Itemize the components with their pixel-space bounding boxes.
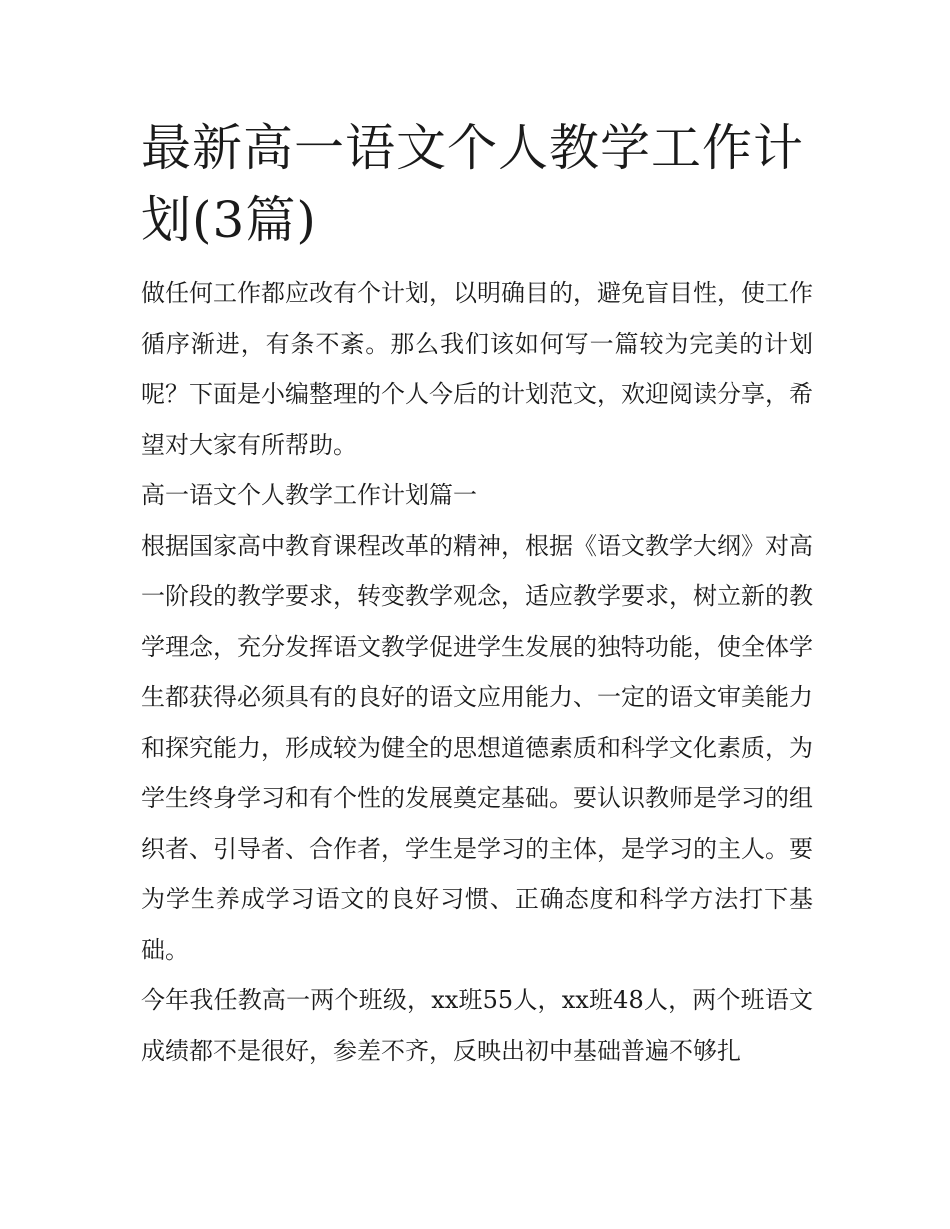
document-title: 最新高一语文个人教学工作计划(3篇) — [141, 119, 804, 249]
document-page — [141, 112, 813, 1076]
section-heading: 高一语文个人教学工作计划篇一 — [141, 481, 477, 509]
body-paragraph: 根据国家高中教育课程改革的精神，根据《语文教学大纲》对高一阶段的教学要求，转变教学观念，适应教学要求，树立新的教学理念，充分发挥语文教学促进学生发展的独特功能，使全体学生都获得必须具有的良好的语文应用能力、一定的语文审美能力和探究能力，形成较为健全的思想道德素质和科学文化素质，为学生终身学习和有个性的发展奠定基础。要认识教师是学习的组织者、引导者、合作者，学生是学习的主体，是学习的主人。要为学生养成学习语文的良好习惯、正确态度和科学方法打下基础。 — [141, 531, 813, 964]
intro-paragraph: 做任何工作都应改有个计划，以明确目的，避免盲目性，使工作循序渐进，有条不紊。那么我们该如何写一篇较为完美的计划呢？下面是小编整理的个人今后的计划范文，欢迎阅读分享，希望对大家有所帮助。 — [141, 279, 813, 459]
body-paragraph: 今年我任教高一两个班级，xx班55人，xx班48人，两个班语文成绩都不是很好，参差不齐，反映出初中基础普遍不够扎 — [141, 986, 813, 1065]
